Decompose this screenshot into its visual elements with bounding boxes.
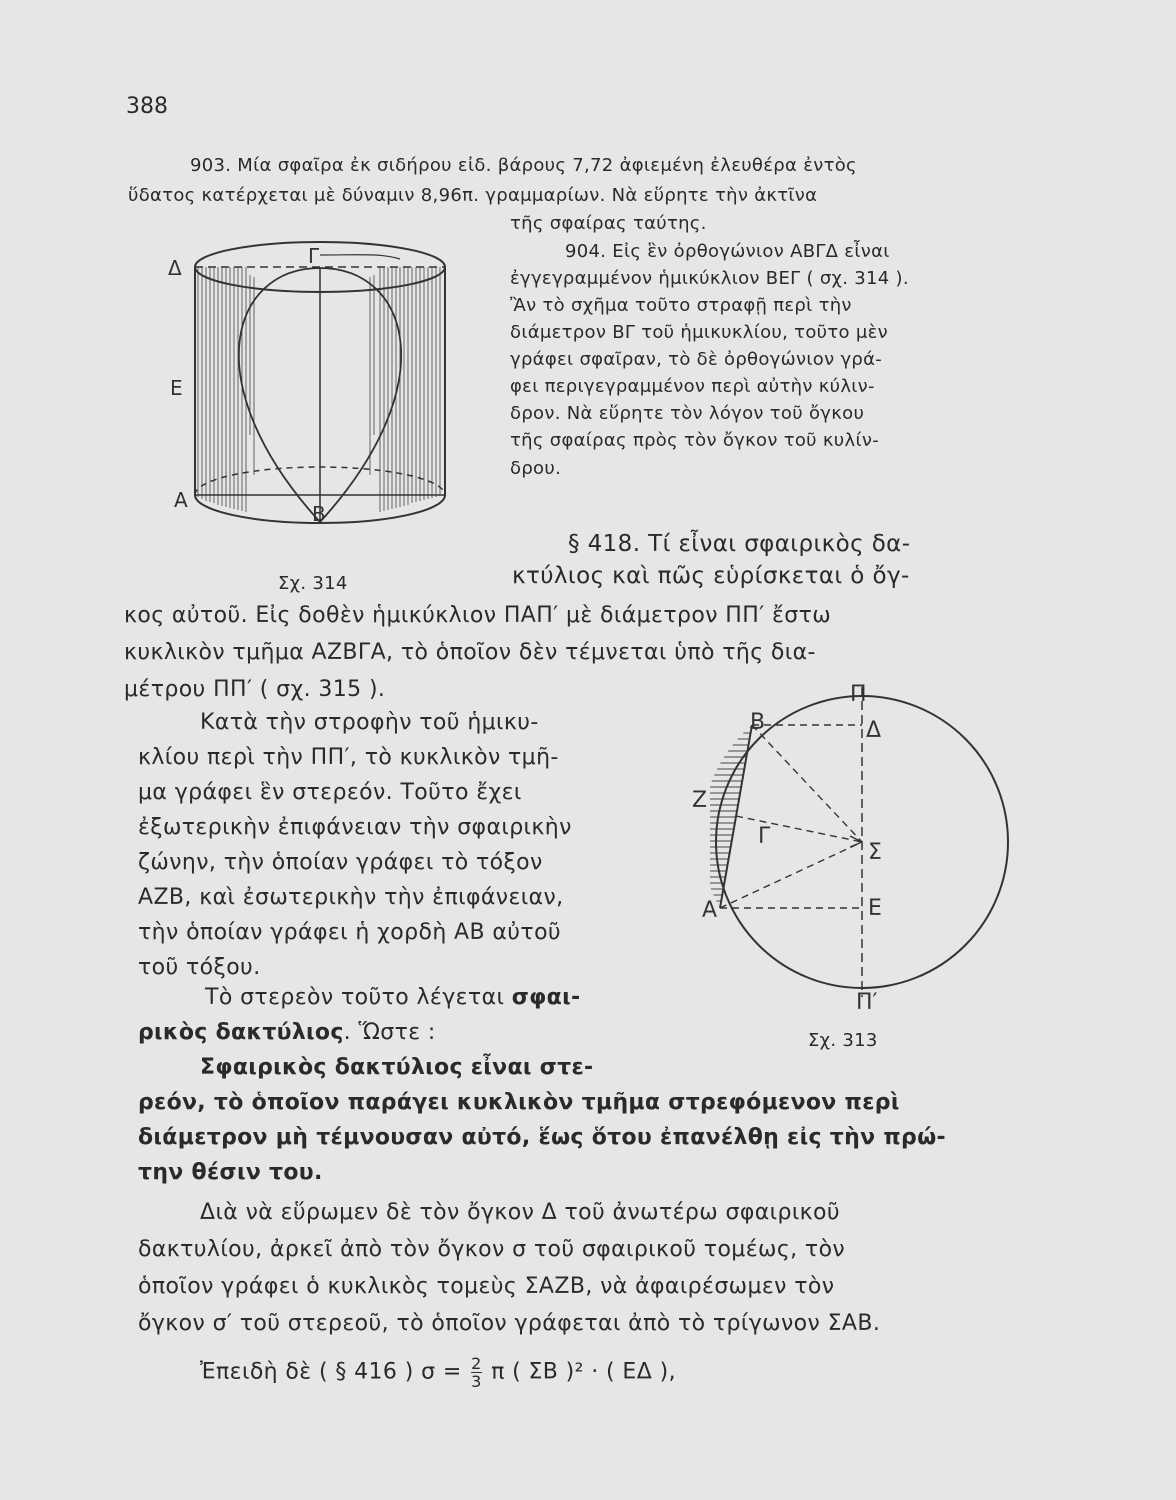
label-epsilon: Ε [868, 896, 882, 921]
label-pi-prime: Π′ [856, 990, 878, 1015]
problem-903-line3: τῆς σφαίρας ταύτης. [510, 213, 707, 234]
definition-line: Σφαιρικὸς δακτύλιος εἶναι στε- [200, 1055, 594, 1080]
formula-line [200, 1355, 676, 1390]
section-418-heading: § 418. Τί εἶναι σφαιρικὸς δα- [568, 531, 911, 557]
definition-line: διάμετρον μὴ τέμνουσαν αὐτό, ἕως ὅτου ἐπανέλθῃ εἰς τὴν πρώ- [138, 1125, 946, 1150]
problem-903-line2: ὕδατος κατέρχεται μὲ δύναμιν 8,96π. γραμμαρίων. Νὰ εὕρητε τὴν ἀκτῖνα [128, 185, 818, 206]
label-alpha: Α [174, 488, 188, 512]
para2-line: κλίου περὶ τὴν ΠΠ′, τὸ κυκλικὸν τμῆ- [138, 745, 559, 770]
problem-904-line: γράφει σφαῖραν, τὸ δὲ ὀρθογώνιον γρά- [510, 349, 883, 370]
label-delta: Δ [866, 718, 882, 743]
problem-904-line: Ἂν τὸ σχῆμα τοῦτο στραφῇ περὶ τὴν [510, 295, 852, 316]
para2-line: ΑΖΒ, καὶ ἐσωτερικὴν τὴν ἐπιφάνειαν, [138, 885, 564, 910]
label-delta: Δ [168, 256, 182, 280]
para3-end: . Ὥστε : [343, 1020, 436, 1045]
para2-line: ζώνην, τὴν ὁποίαν γράφει τὸ τόξον [138, 850, 543, 875]
label-beta: Β [750, 710, 766, 735]
page-number: 388 [126, 94, 168, 119]
fraction-numerator: 2 [471, 1354, 482, 1373]
section-418-line4: κυκλικὸν τμῆμα ΑΖΒΓΑ, τὸ ὁποῖον δὲν τέμνεται ὑπὸ τῆς δια- [124, 640, 816, 665]
figure-313 [690, 675, 1050, 1025]
figure-314-caption: Σχ. 314 [278, 573, 348, 594]
problem-904-line: φει περιγεγραμμένον περὶ αὐτὴν κύλιν- [510, 376, 875, 397]
problem-904-line: δρον. Νὰ εὕρητε τὸν λόγον τοῦ ὄγκου [510, 403, 865, 424]
section-418-heading-cont: κτύλιος καὶ πῶς εὑρίσκεται ὁ ὄγ- [512, 563, 910, 589]
label-alpha: Α [702, 898, 718, 923]
problem-904-line: διάμετρον ΒΓ τοῦ ἡμικυκλίου, τοῦτο μὲν [510, 322, 888, 343]
para3-text: Τὸ στερεὸν τοῦτο λέγεται [205, 985, 505, 1010]
label-pi: Π [850, 682, 867, 707]
para2-line: τοῦ τόξου. [138, 955, 261, 980]
problem-904-line: τῆς σφαίρας πρὸς τὸν ὄγκον τοῦ κυλίν- [510, 430, 879, 451]
para3-bold: σφαι- [511, 985, 581, 1010]
fraction-denominator: 3 [471, 1372, 482, 1391]
para2-line: τὴν ὁποίαν γράφει ἡ χορδὴ ΑΒ αὐτοῦ [138, 920, 562, 945]
section-418-line3: κος αὐτοῦ. Εἰς δοθὲν ἡμικύκλιον ΠΑΠ′ μὲ διάμετρον ΠΠ′ ἔστω [124, 603, 832, 628]
para3-line2 [138, 1020, 436, 1045]
label-gamma: Γ [758, 824, 771, 849]
section-418-line5: μέτρου ΠΠ′ ( σχ. 315 ). [124, 677, 386, 702]
problem-904-line: ἐγγεγραμμένον ἡμικύκλιον ΒΕΓ ( σχ. 314 ). [510, 268, 909, 289]
figure-314 [160, 235, 460, 600]
problem-904-line: δρου. [510, 458, 562, 479]
para2-line: ἐξωτερικὴν ἐπιφάνειαν τὴν σφαιρικὴν [138, 815, 572, 840]
label-beta: Β [312, 502, 326, 526]
para4-line: Διὰ νὰ εὕρωμεν δὲ τὸν ὄγκον Δ τοῦ ἀνωτέρω σφαιρικοῦ [200, 1200, 841, 1225]
label-epsilon: Ε [170, 376, 183, 400]
problem-904-line: 904. Εἰς ἓν ὀρθογώνιον ΑΒΓΔ εἶναι [565, 241, 890, 262]
definition-line: ρεόν, τὸ ὁποῖον παράγει κυκλικὸν τμῆμα στρεφόμενον περὶ [138, 1090, 900, 1115]
term-spherical-ring: ρικὸς δακτύλιος [138, 1020, 344, 1045]
para4-line: δακτυλίου, ἀρκεῖ ἀπὸ τὸν ὄγκον σ τοῦ σφαιρικοῦ τομέως, τὸν [138, 1237, 846, 1262]
para2-line: μα γράφει ἓν στερεόν. Τοῦτο ἔχει [138, 780, 522, 805]
definition-line: την θέσιν του. [138, 1160, 323, 1185]
fraction [471, 1355, 482, 1390]
para4-line: ὄγκον σ′ τοῦ στερεοῦ, τὸ ὁποῖον γράφεται ἀπὸ τὸ τρίγωνον ΣΑΒ. [138, 1311, 881, 1336]
para3-line1 [205, 985, 580, 1010]
figure-313-caption: Σχ. 313 [808, 1030, 878, 1051]
label-zeta: Ζ [692, 788, 708, 813]
formula-suffix: π ( ΣΒ )² · ( ΕΔ ), [491, 1359, 676, 1385]
label-gamma: Γ [308, 244, 320, 268]
label-sigma: Σ [868, 840, 882, 865]
problem-903-line1: 903. Μία σφαῖρα ἐκ σιδήρου εἰδ. βάρους 7,72 ἀφιεμένη ἐλευθέρα ἐντὸς [190, 155, 857, 176]
formula-prefix: Ἐπειδὴ δὲ ( § 416 ) σ = [200, 1359, 462, 1385]
para4-line: ὁποῖον γράφει ὁ κυκλικὸς τομεὺς ΣΑΖΒ, νὰ ἀφαιρέσωμεν τὸν [138, 1274, 835, 1299]
para2-line: Κατὰ τὴν στροφὴν τοῦ ἡμικυ- [200, 710, 539, 735]
